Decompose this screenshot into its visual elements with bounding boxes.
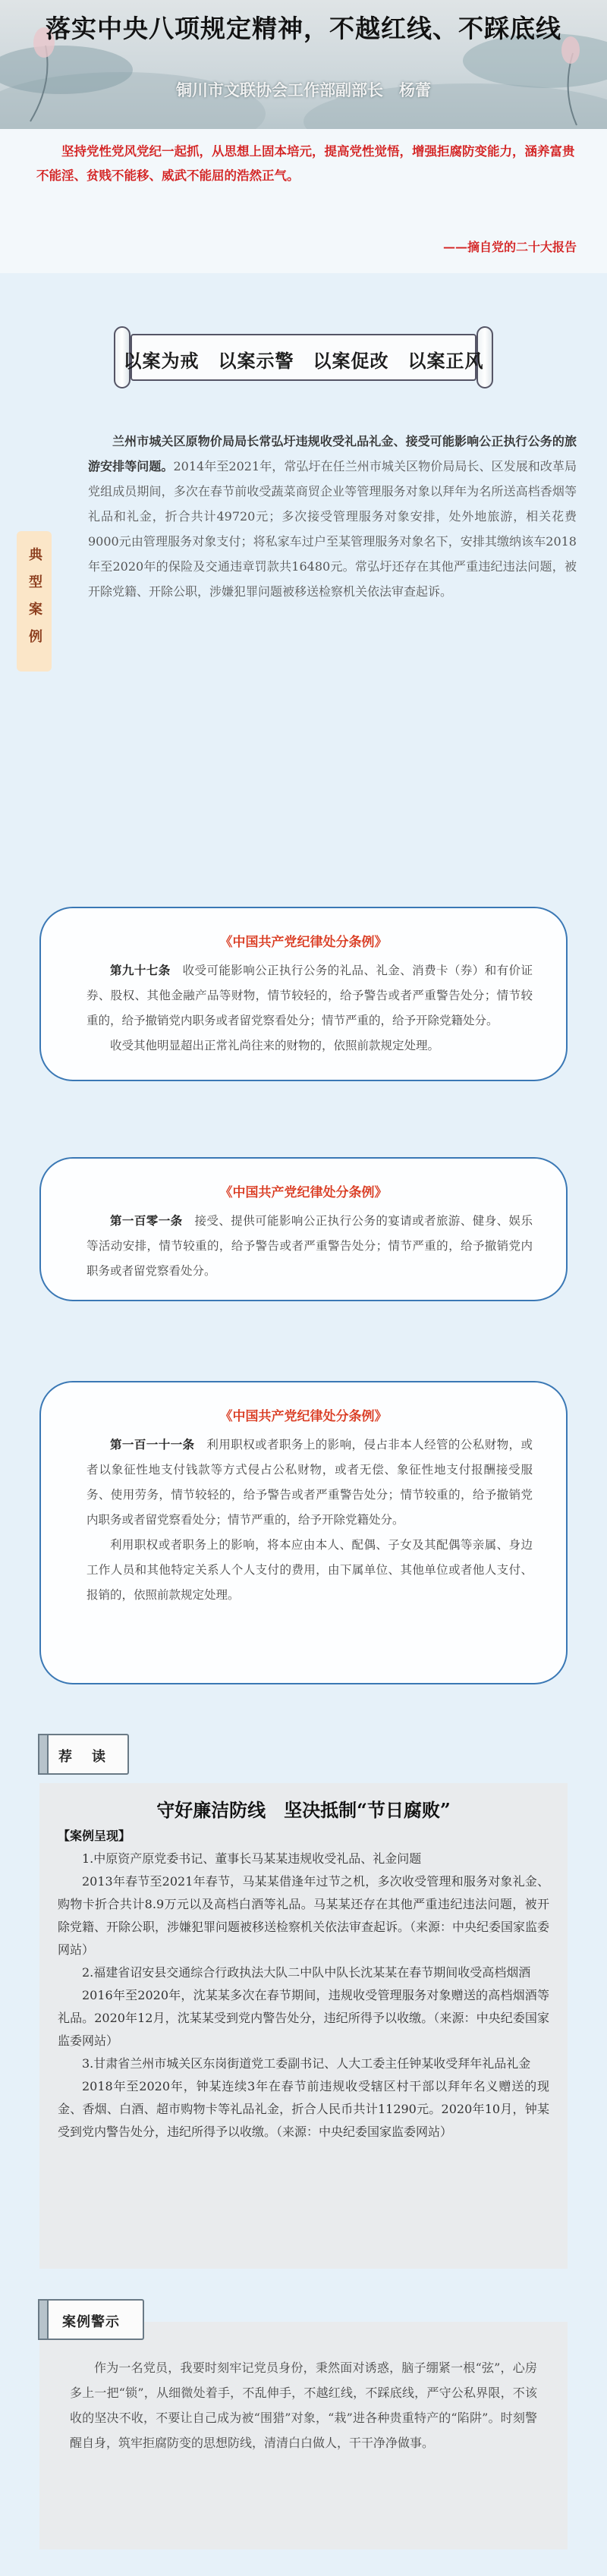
- typical-case-tag: [17, 531, 52, 672]
- typical-case-lead: 兰州市城关区原物价局局长常弘圩违规收受礼品礼金、接受可能影响公正执行公务的旅游安排等问题。: [88, 434, 577, 473]
- case-head: 2.福建省诏安县交通综合行政执法大队二中队中队长沈某某在春节期间收受高档烟酒: [82, 1965, 531, 1980]
- scroll-heading-text: 以案为戒 以案示警 以案促改 以案正风: [123, 350, 484, 372]
- warning-panel: [39, 2322, 568, 2549]
- rule-paragraph: 收受其他明显超出正常礼尚往来的财物的，依照前款规定处理。: [110, 1039, 440, 1052]
- rule-paragraph: 收受可能影响公正执行公务的礼品、礼金、消费卡（券）和有价证券、股权、其他金融产品等财物，情节较轻的，给予警告或者严重警告处分；情节较重的，给予撤销党内职务或者留党察看处分；情节严重的，给予开除党籍处分。: [86, 964, 533, 1027]
- quote-block: [0, 129, 607, 273]
- rule-card-title: 《中国共产党纪律处分条例》: [219, 1409, 388, 1424]
- warning-body: 作为一名党员，我要时刻牢记党员身份，秉然面对诱惑，脑子绷紧一根“弦”，心房多上一把“锁”，从细微处着手，不乱伸手，不越红线，不踩底线，严守公私界限，不该收的坚决不收，不要让自己成为被“围猎”对象，“栽”进各种贵重特产的“陷阱”。时刻警醒自身，筑牢拒腐防变的思想防线，清清白白做人，干干净净做事。: [70, 2361, 537, 2450]
- rule-article: 第九十七条: [110, 963, 171, 977]
- rule-card-title: 《中国共产党纪律处分条例》: [219, 935, 388, 950]
- rule-paragraph: 利用职权或者职务上的影响，侵占非本人经管的公私财物，或者以象征性地支付钱款等方式侵占公私财物，或者无偿、象征性地支付报酬接受服务、使用劳务，情节较轻的，给予警告或者严重警告处分；情节较重的，给予撤销党内职务或者留党察看处分；情节严重的，给予开除党籍处分。: [86, 1438, 533, 1527]
- typical-case-body: 2014年至2021年，常弘圩在任兰州市城关区物价局局长、区发展和改革局党组成员期间，多次在春节前收受蔬菜商贸企业等管理服务对象以拜年为名所送高档香烟等礼品和礼金，折合共计49720元；多次接受管理服务对象安排，处外地旅游，相关花费9000元由管理服务对象支付；将私家车过户至某管理服务对象名下，安排其缴纳该车2018年至2020年的保险及交通违章罚款共16480元。常弘圩还存在其他严重违纪违法问题，被开除党籍、开除公职，涉嫌犯罪问题被移送检察机关依法审查起诉。: [88, 459, 577, 599]
- rule-card-body: [41, 1432, 566, 1608]
- author-line: 铜川市文联协会工作部副部长 杨蕾: [176, 80, 431, 99]
- rule-card: [39, 1381, 568, 1684]
- warning-badge: [38, 2299, 144, 2340]
- case-head: 3.甘肃省兰州市城关区东岗街道党工委副书记、人大工委主任钟某收受拜年礼品礼金: [82, 2056, 531, 2071]
- header-banner: [0, 0, 607, 129]
- warning-badge-label: 案例警示: [62, 2314, 120, 2330]
- recommend-body: [39, 1825, 568, 2157]
- case-body: 2018年至2020年，钟某连续3年在春节前违规收受辖区村干部以拜年名义赠送的现金、香烟、白酒、超市购物卡等礼品礼金，折合人民币共计11290元。2020年10月，钟某受到党内警告处分，违纪所得予以收缴。（来源：中央纪委国家监委网站）: [58, 2079, 549, 2139]
- recommend-badge-label: 荐 读: [58, 1749, 109, 1765]
- rule-article: 第一百一十一条: [110, 1437, 195, 1452]
- quote-text: 坚持党性党风党纪一起抓，从思想上固本培元，提高党性觉悟，增强拒腐防变能力，涵养富贵不能淫、贫贱不能移、威武不能屈的浩然正气。: [36, 144, 575, 183]
- typical-case-text: [88, 429, 577, 604]
- rule-article: 第一百零一条: [110, 1213, 183, 1228]
- typical-case-tag-label: 典型案例: [27, 546, 42, 656]
- rule-card-body: [41, 958, 566, 1058]
- rule-card: [39, 907, 568, 1081]
- quote-source: ——摘自党的二十大报告: [442, 240, 577, 254]
- scroll-heading: [114, 326, 493, 388]
- case-body: 2016年至2020年，沈某某多次在春节期间，违规收受管理服务对象赠送的高档烟酒等礼品。2020年12月，沈某某受到党内警告处分，违纪所得予以收缴。（来源：中央纪委国家监委网站）: [58, 1988, 549, 2048]
- rule-card-title: 《中国共产党纪律处分条例》: [219, 1185, 388, 1200]
- rule-paragraph: 利用职权或者职务上的影响，将本应由本人、配偶、子女及其配偶等亲属、身边工作人员和其他特定关系人个人支付的费用，由下属单位、其他单位或者他人支付、报销的，依照前款规定处理。: [86, 1538, 533, 1602]
- rule-card: [39, 1157, 568, 1301]
- rule-paragraph: 接受、提供可能影响公正执行公务的宴请或者旅游、健身、娱乐等活动安排，情节较重的，给予警告或者严重警告处分；情节严重的，给予撤销党内职务或者留党察看处分。: [86, 1214, 533, 1278]
- recommend-panel: [39, 1783, 568, 2269]
- case-head: 1.中原资产原党委书记、董事长马某某违规收受礼品、礼金问题: [82, 1851, 422, 1866]
- recommend-badge: [38, 1734, 129, 1775]
- page-title: 落实中央八项规定精神，不越红线、不踩底线: [46, 14, 561, 43]
- section-head: 【案例呈现】: [58, 1829, 131, 1843]
- rule-card-body: [41, 1208, 566, 1284]
- recommend-title: 守好廉洁防线 坚决抵制“节日腐败”: [156, 1799, 451, 1821]
- case-body: 2013年春节至2021年春节，马某某借逢年过节之机，多次收受管理和服务对象礼金、购物卡折合共计8.9万元以及高档白酒等礼品。马某某还存在其他严重违纪违法问题，被开除党籍、开除公职，涉嫌犯罪问题被移送检察机关依法审查起诉。（来源：中央纪委国家监委网站）: [58, 1874, 550, 1957]
